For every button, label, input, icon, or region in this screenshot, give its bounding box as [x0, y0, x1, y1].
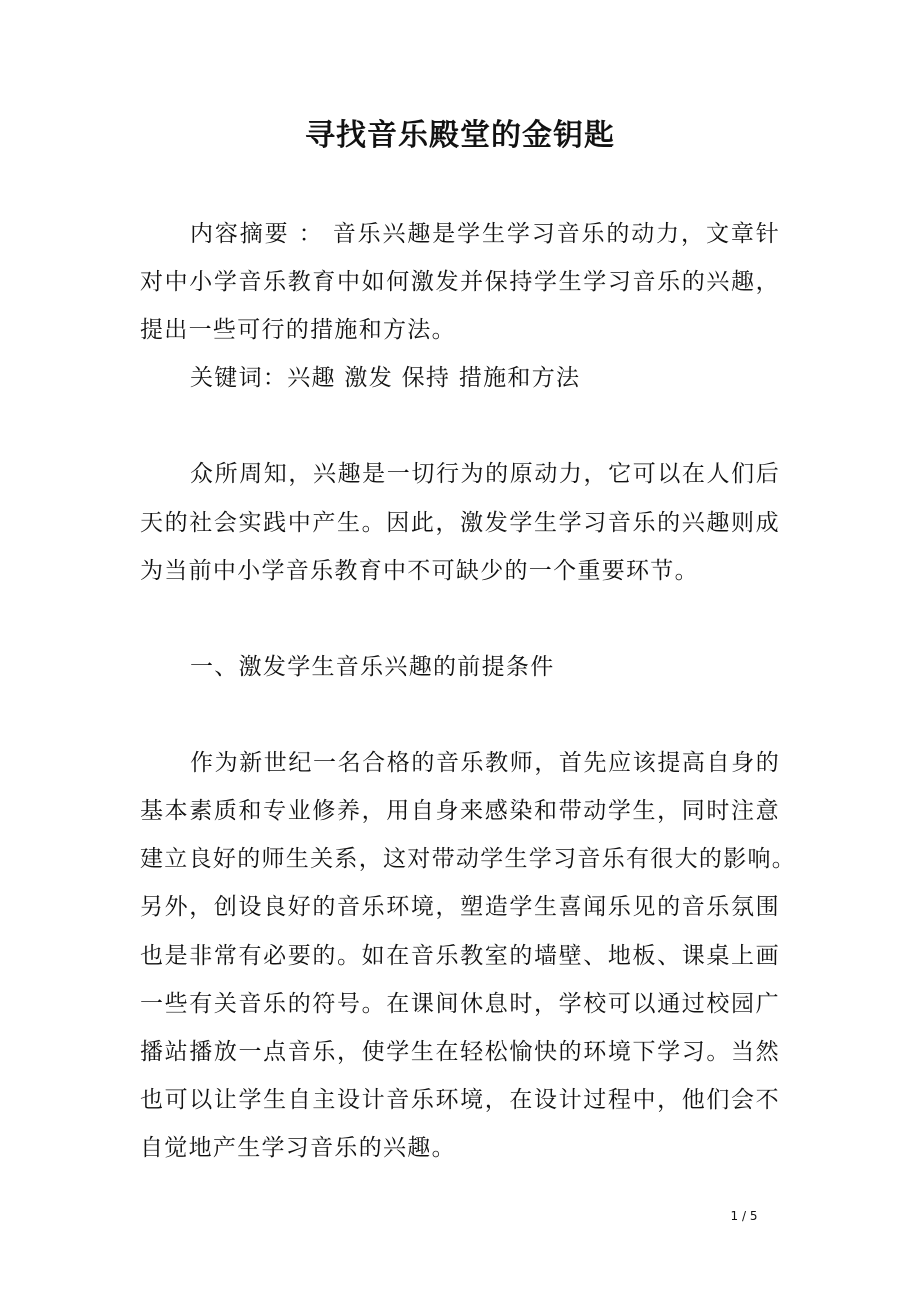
abstract-line: 对中小学音乐教育中如何激发并保持学生学习音乐的兴趣， [140, 269, 780, 295]
body-line: 基本素质和专业修养，用自身来感染和带动学生，同时注意 [140, 798, 780, 824]
body-line: 也是非常有必要的。如在音乐教室的墙壁、地板、课桌上画 [140, 943, 780, 969]
keywords-line: 关键词：兴趣 激发 保持 措施和方法 [190, 365, 581, 391]
abstract-line: 内容摘要 ： 音乐兴趣是学生学习音乐的动力，文章针 [190, 221, 780, 247]
intro-line: 众所周知，兴趣是一切行为的原动力，它可以在人们后 [190, 461, 780, 487]
intro-line: 天的社会实践中产生。因此，激发学生学习音乐的兴趣则成 [140, 510, 780, 536]
body-line: 自觉地产生学习音乐的兴趣。 [140, 1135, 456, 1161]
body-line: 也可以让学生自主设计音乐环境，在设计过程中，他们会不 [140, 1087, 780, 1113]
page-number: 1 / 5 [730, 1209, 758, 1223]
body-line: 播站播放一点音乐，使学生在轻松愉快的环境下学习。当然 [140, 1039, 780, 1065]
document-title: 寻找音乐殿堂的金钥匙 [305, 118, 615, 153]
intro-line: 为当前中小学音乐教育中不可缺少的一个重要环节。 [140, 558, 699, 584]
body-line: 建立良好的师生关系，这对带动学生学习音乐有很大的影响。 [140, 846, 797, 872]
abstract-line: 提出一些可行的措施和方法。 [140, 317, 456, 343]
body-line: 作为新世纪一名合格的音乐教师，首先应该提高自身的 [190, 750, 780, 776]
body-line: 一些有关音乐的符号。在课间休息时，学校可以通过校园广 [140, 991, 780, 1017]
section-heading: 一、激发学生音乐兴趣的前提条件 [190, 654, 555, 680]
body-line: 另外，创设良好的音乐环境，塑造学生喜闻乐见的音乐氛围 [140, 894, 780, 920]
